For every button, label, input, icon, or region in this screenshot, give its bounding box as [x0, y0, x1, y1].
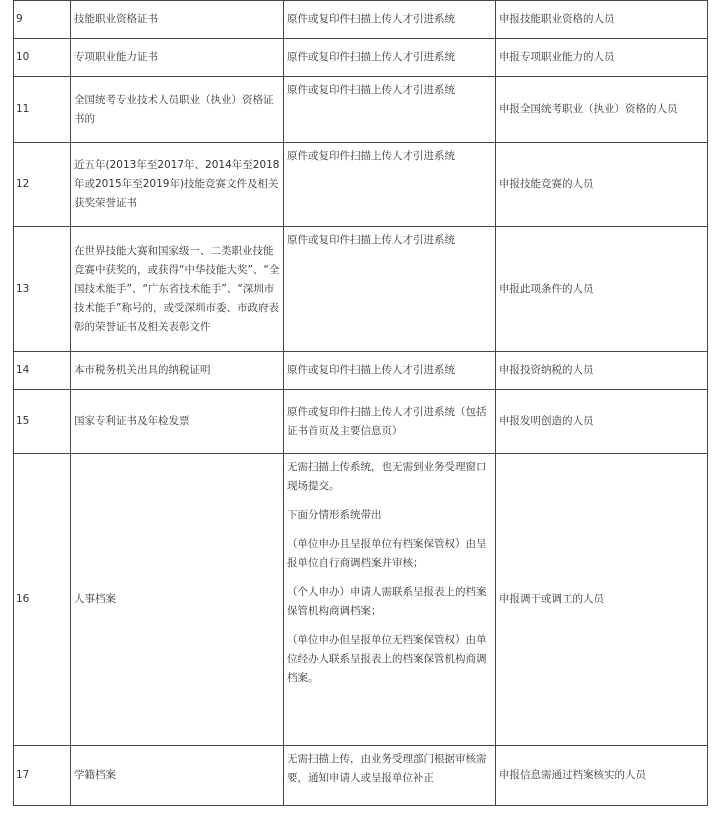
method-paragraph: （单位申办且呈报单位有档案保管权）由呈报单位自行商调档案并审核；: [287, 538, 487, 569]
submission-method-cell: 原件或复印件扫描上传人才引进系统: [284, 77, 496, 143]
table-row: [14, 390, 708, 454]
materials-table: [13, 0, 708, 806]
method-paragraph: （个人申办）申请人需联系呈报表上的档案保管机构商调档案；: [287, 586, 487, 617]
table-row: [14, 454, 708, 746]
material-cell: 全国统考专业技术人员职业（执业）资格证书的: [71, 77, 284, 143]
material-cell: 在世界技能大赛和国家级一、二类职业技能竞赛中获奖的，或获得“中华技能大奖”、“全国技术能手”、“广东省技术能手”、“深圳市技术能手”称号的，或受深圳市委、市政府表彰的荣誉证书及相关表彰文件: [71, 227, 284, 352]
table-row: [14, 39, 708, 77]
material-cell: 专项职业能力证书: [71, 39, 284, 77]
applicant-cell: 申报投资纳税的人员: [496, 352, 708, 390]
row-number: 11: [14, 77, 71, 143]
row-number: 12: [14, 143, 71, 227]
applicant-cell: 申报全国统考职业（执业）资格的人员: [496, 77, 708, 143]
materials-table-body: [14, 1, 708, 806]
row-number: 16: [14, 454, 71, 746]
table-row: [14, 77, 708, 143]
applicant-cell: 申报发明创造的人员: [496, 390, 708, 454]
material-cell: 学籍档案: [71, 746, 284, 806]
method-paragraph: 下面分情形系统带出: [287, 509, 382, 521]
submission-method-cell: 原件或复印件扫描上传人才引进系统: [284, 143, 496, 227]
row-number: 17: [14, 746, 71, 806]
table-row: [14, 227, 708, 352]
row-number: 9: [14, 1, 71, 39]
table-row: [14, 352, 708, 390]
table-row: [14, 746, 708, 806]
material-cell: 人事档案: [71, 454, 284, 746]
method-paragraph: 无需扫描上传系统，也无需到业务受理窗口现场提交。: [287, 461, 487, 492]
material-cell: 技能职业资格证书: [71, 1, 284, 39]
applicant-cell: 申报技能职业资格的人员: [496, 1, 708, 39]
row-number: 10: [14, 39, 71, 77]
applicant-cell: 申报信息需通过档案核实的人员: [496, 746, 708, 806]
applicant-cell: 申报调干或调工的人员: [496, 454, 708, 746]
applicant-cell: 申报此项条件的人员: [496, 227, 708, 352]
submission-method-cell: 原件或复印件扫描上传人才引进系统: [284, 352, 496, 390]
submission-method-cell: 原件或复印件扫描上传人才引进系统: [284, 227, 496, 352]
submission-method-cell: 无需扫描上传，由业务受理部门根据审核需要，通知申请人或呈报单位补正: [284, 746, 496, 806]
row-number: 14: [14, 352, 71, 390]
material-cell: 本市税务机关出具的纳税证明: [71, 352, 284, 390]
submission-method-cell: [284, 454, 496, 746]
applicant-cell: 申报专项职业能力的人员: [496, 39, 708, 77]
table-row: [14, 143, 708, 227]
material-cell: 近五年(2013年至2017年、2014年至2018年或2015年至2019年)技能竞赛文件及相关获奖荣誉证书: [71, 143, 284, 227]
table-row: [14, 1, 708, 39]
method-paragraph: （单位申办但呈报单位无档案保管权）由单位经办人联系呈报表上的档案保管机构商调档案。: [287, 634, 487, 684]
submission-method-cell: 原件或复印件扫描上传人才引进系统（包括证书首页及主要信息页）: [284, 390, 496, 454]
applicant-cell: 申报技能竞赛的人员: [496, 143, 708, 227]
material-cell: 国家专利证书及年检发票: [71, 390, 284, 454]
row-number: 15: [14, 390, 71, 454]
submission-method-cell: 原件或复印件扫描上传人才引进系统: [284, 1, 496, 39]
row-number: 13: [14, 227, 71, 352]
submission-method-cell: 原件或复印件扫描上传人才引进系统: [284, 39, 496, 77]
